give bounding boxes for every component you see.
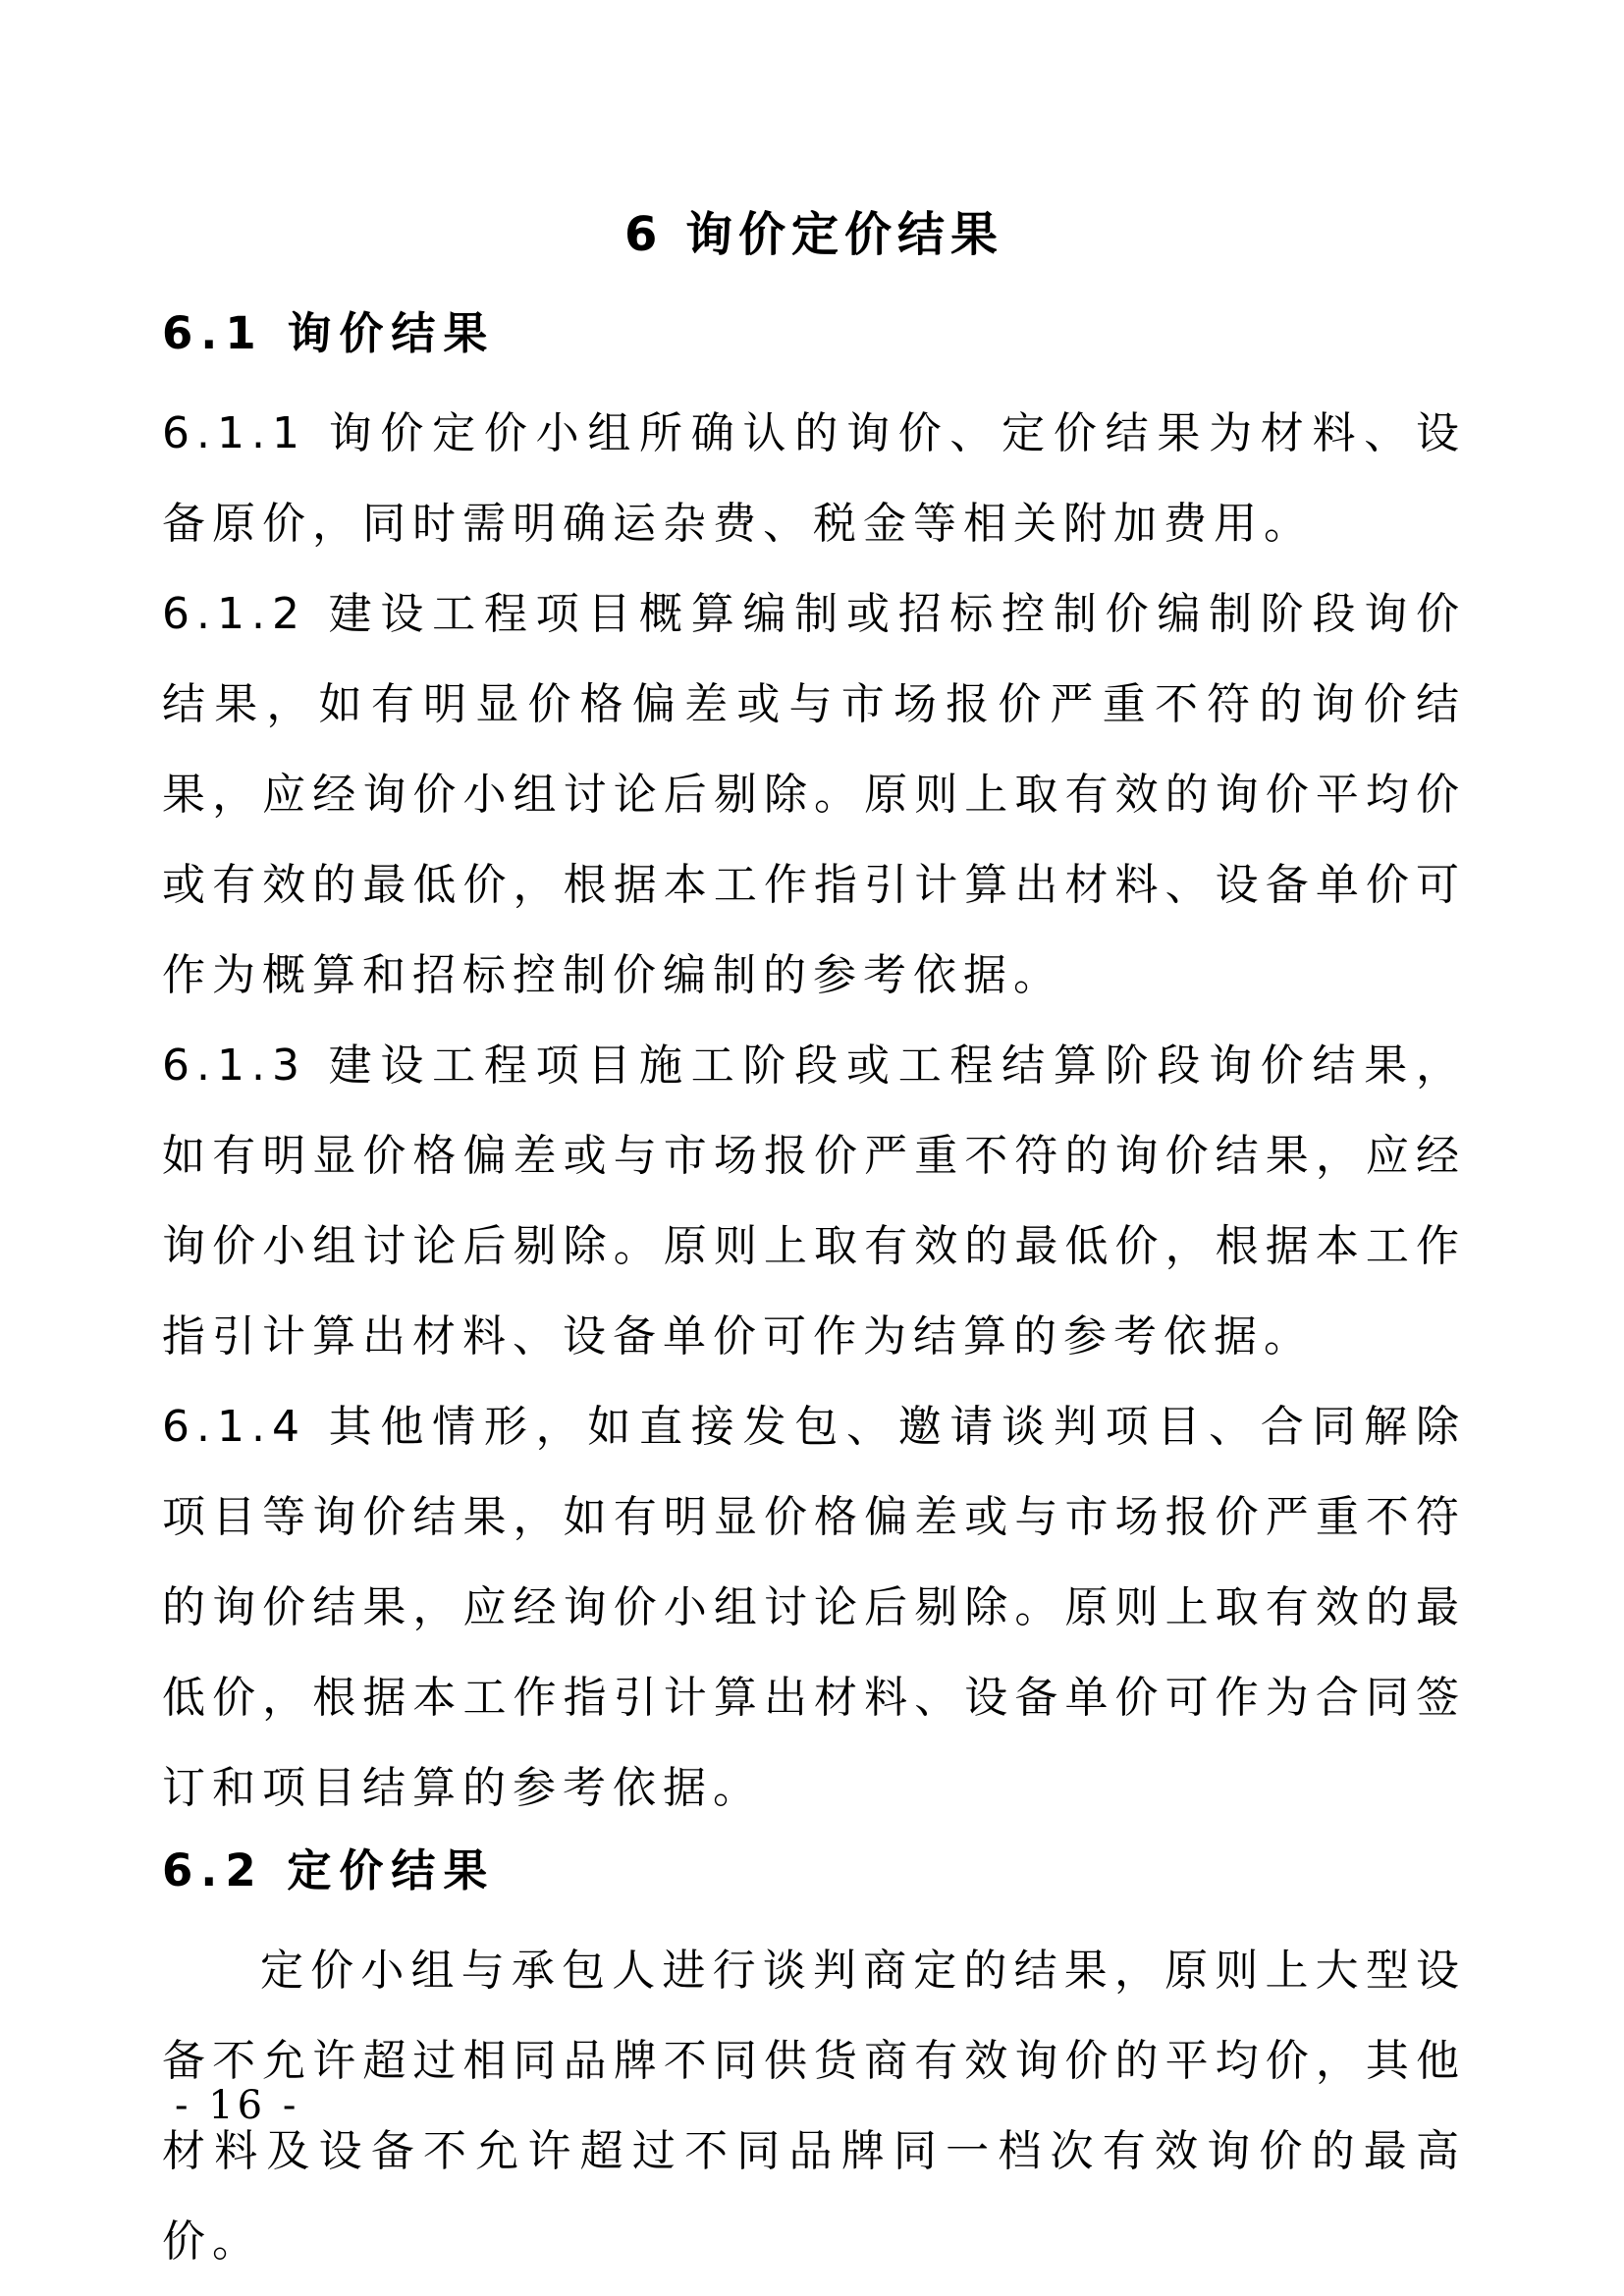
section-heading-6-1: 6.1 询价结果 — [162, 307, 496, 359]
paragraph-6-1-1: 6.1.1 询价定价小组所确认的询价、定价结果为材料、设备原价，同时需明确运杂费、税金等相关附加费用。 — [162, 408, 1466, 549]
chapter-title: 6 询价定价结果 — [623, 207, 1004, 262]
paragraph-6-2: 定价小组与承包人进行谈判商定的结果，原则上大型设备不允许超过相同品牌不同供货商有效询价的平均价，其他材料及设备不允许超过不同品牌同一档次有效询价的最高价。 — [162, 1946, 1466, 2267]
page-content — [162, 204, 1466, 2287]
section-heading-6-2: 6.2 定价结果 — [162, 1844, 496, 1896]
paragraph-6-1-4: 6.1.4 其他情形，如直接发包、邀请谈判项目、合同解除项目等询价结果，如有明显价格偏差或与市场报价严重不符的询价结果，应经询价小组讨论后剔除。原则上取有效的最低价，根据本工作指引计算出材料、设备单价可作为合同签订和项目结算的参考依据。 — [162, 1402, 1466, 1813]
paragraph-6-1-3: 6.1.3 建设工程项目施工阶段或工程结算阶段询价结果，如有明显价格偏差或与市场报价严重不符的询价结果，应经询价小组讨论后剔除。原则上取有效的最低价，根据本工作指引计算出材料、设备单价可作为结算的参考依据。 — [162, 1041, 1466, 1362]
page-number: - 16 - — [175, 2083, 300, 2128]
paragraph-6-1-2: 6.1.2 建设工程项目概算编制或招标控制价编制阶段询价结果，如有明显价格偏差或与市场报价严重不符的询价结果，应经询价小组讨论后剔除。原则上取有效的询价平均价或有效的最低价，根据本工作指引计算出材料、设备单价可作为概算和招标控制价编制的参考依据。 — [162, 589, 1466, 1000]
